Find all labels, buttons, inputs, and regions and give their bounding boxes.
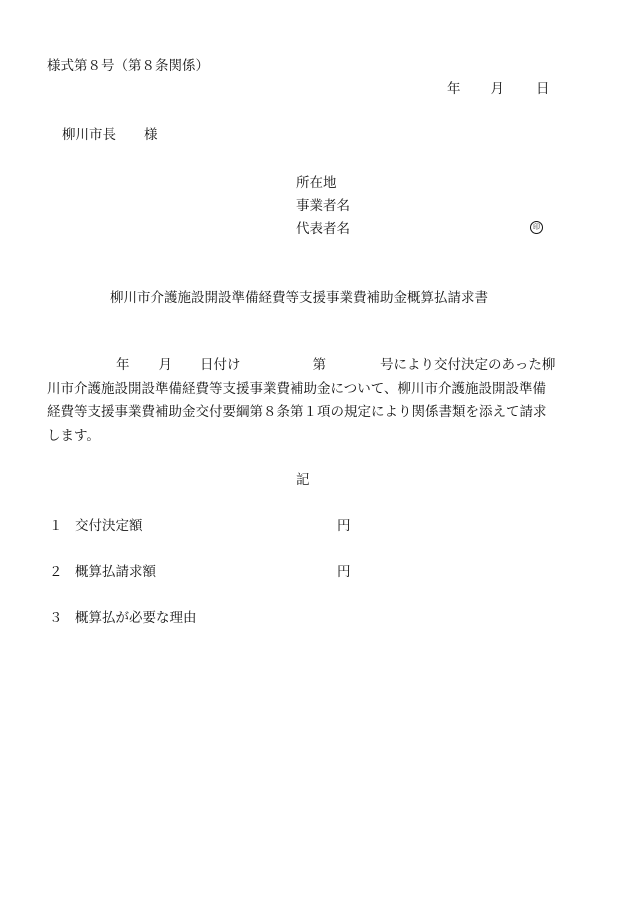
representative-label: 代表者名 [296,221,350,237]
addressee [62,127,158,143]
body-line-1 [47,354,556,378]
item-request-amount [49,564,156,580]
date-month: 月 [490,81,504,97]
item-number: ２ [49,564,63,580]
body-line-3: 経費等支援事業費補助金交付要綱第８条第１項の規定により関係書類を添えて請求 [47,404,547,420]
document-title: 柳川市介護施設開設準備経費等支援事業費補助金概算払請求書 [110,290,488,306]
body-dated: 日付け [200,357,241,373]
form-number: 様式第８号（第８条関係） [47,58,209,74]
body-line-2: 川市介護施設開設準備経費等支援事業費補助金について、柳川市介護施設開設準備 [47,380,546,397]
addressee-honorific: 様 [144,127,158,143]
date-year: 年 [447,81,461,97]
item-unit: 円 [337,564,351,580]
item-unit: 円 [337,518,351,534]
item-number: １ [49,518,63,534]
date-line [447,81,550,97]
item-label: 概算払が必要な理由 [75,610,197,626]
body-text [47,354,556,448]
address-label: 所在地 [296,175,337,191]
business-name-label: 事業者名 [296,198,350,214]
date-day: 日 [536,81,550,97]
addressee-name: 柳川市長 [62,127,116,143]
applicant-block [296,175,350,244]
body-month: 月 [158,357,172,373]
body-dai: 第 [312,357,326,373]
body-line1-rest: 号により交付決定のあった柳 [380,357,556,373]
item-number: ３ [49,610,63,626]
item-label: 交付決定額 [75,518,143,534]
seal-icon: 印 [530,221,543,234]
item-label: 概算払請求額 [75,564,156,580]
ki-heading: 記 [296,472,310,488]
item-reason [49,610,197,626]
item-grant-amount [49,518,143,534]
body-line-4: します。 [47,427,100,444]
body-year: 年 [116,357,130,373]
